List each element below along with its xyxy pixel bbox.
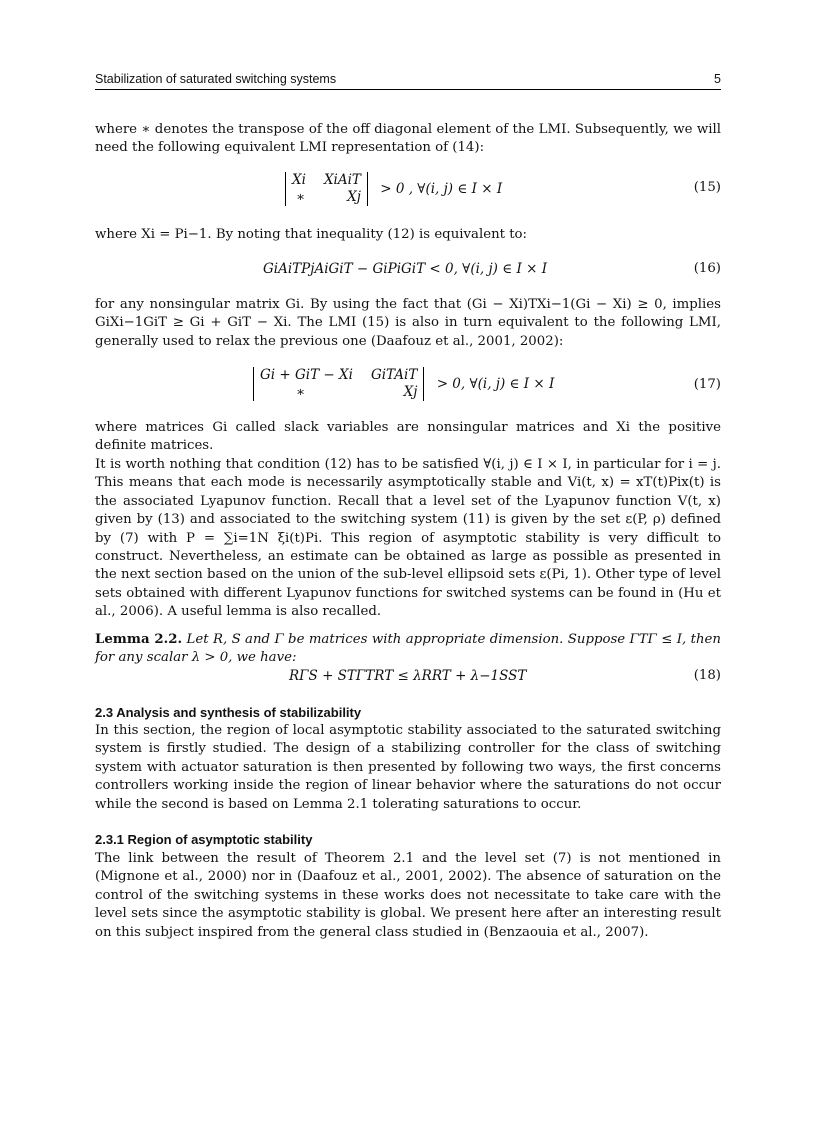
eq18-number: (18) [693, 668, 721, 683]
m15-r1c2: XiAiT [323, 172, 361, 188]
paragraph-6: In this section, the region of local asymptotic stability associated to the saturated switching system is firstly studied. The design of a stabilizing controller for the class of switching system with actuator saturation is then presented by following two ways, the first concerns controllers working inside the region of linear behavior where the saturations do not occur while the second is based on Lemma 2.1 tolerating saturations to occur. [95, 723, 721, 812]
paragraph-1: where ∗ denotes the transpose of the off diagonal element of the LMI. Subsequently, we will need the following equivalent LMI representation of (14): [95, 122, 721, 156]
lemma-label: Lemma 2.2. [95, 632, 183, 647]
lemma-2-2 [95, 631, 721, 668]
paragraph-3: for any nonsingular matrix Gi. By using the fact that (Gi − Xi)TXi−1(Gi − Xi) ≥ 0, implies GiXi−1GiT ≥ Gi + GiT − Xi. The LMI (15) is also in turn equivalent to the following LMI, generally used to relax the previous one (Daafouz et al., 2001, 2002): [95, 297, 721, 349]
section-2-3-heading: 2.3 Analysis and synthesis of stabilizability [95, 705, 362, 720]
m17-r2c1: ∗ [296, 384, 306, 400]
matrix-17 [253, 367, 424, 401]
paragraph-5: It is worth nothing that condition (12) has to be satisfied ∀(i, j) ∈ I × I, in particular for i = j. This means that each mode is necessarily asymptotically stable and Vi(t, x) = xT(t)Pix(t) is the associated Lyapunov function. Recall that a level set of the Lyapunov function V(t, x) given by (13) and associated to the switching system (11) is given by the set ε(P, ρ) defined by (7) with P = ∑i=1N ξi(t)Pi. This region of asymptotic stability is very difficult to construct. Nevertheless, an estimate can be obtained as large as possible as presented in the next section based on the union of the sub-level ellipsoid sets ε(Pi, 1). Other type of level sets obtained with different Lyapunov functions for switched systems can be found in (Hu et al., 2006). A useful lemma is also recalled. [95, 457, 721, 620]
m17-r1c2: GiTAiT [370, 367, 418, 383]
paragraph-7: The link between the result of Theorem 2.1 and the level set (7) is not mentioned in (Mignone et al., 2000) nor in (Daafouz et al., 2001, 2002). The absence of saturation on the control of the switching systems in these works does not necessitate to take care with the level sets since the asymptotic stability is global. We present here after an interesting result on this subject inspired from the general class studied in (Benzaouia et al., 2007). [95, 851, 721, 940]
m15-r1c1: Xi [292, 172, 306, 188]
paragraph-4: where matrices Gi called slack variables are nonsingular matrices and Xi the positive definite matrices. [95, 420, 721, 454]
eq16-expr: GiAiTPjAiGiT − GiPiGiT < 0, ∀(i, j) ∈ I × I [263, 261, 548, 277]
eq17-number: (17) [693, 377, 721, 392]
eq17-rhs: > 0, ∀(i, j) ∈ I × I [436, 375, 555, 392]
m17-r1c1: Gi + GiT − Xi [260, 367, 353, 383]
eq15-rhs: > 0 , ∀(i, j) ∈ I × I [380, 180, 503, 197]
header-title: Stabilization of saturated switching systems [95, 72, 337, 86]
running-header [95, 71, 721, 90]
m17-r2c2: Xj [403, 384, 418, 400]
lemma-text: Let R, S and Γ be matrices with appropriate dimension. Suppose ΓTΓ ≤ I, then for any scalar λ > 0, we have: [95, 632, 721, 666]
eq16-number: (16) [693, 261, 721, 276]
page-number: 5 [714, 72, 721, 86]
eq15-number: (15) [693, 180, 721, 195]
m15-r2c2: Xj [347, 189, 361, 205]
paragraph-2: where Xi = Pi−1. By noting that inequality (12) is equivalent to: [95, 227, 528, 242]
section-2-3-1-heading: 2.3.1 Region of asymptotic stability [95, 832, 313, 847]
eq18-expr: RΓS + STΓTRT ≤ λRRT + λ−1SST [289, 668, 527, 684]
matrix-15 [285, 172, 368, 206]
m15-r2c1: ∗ [296, 189, 306, 205]
